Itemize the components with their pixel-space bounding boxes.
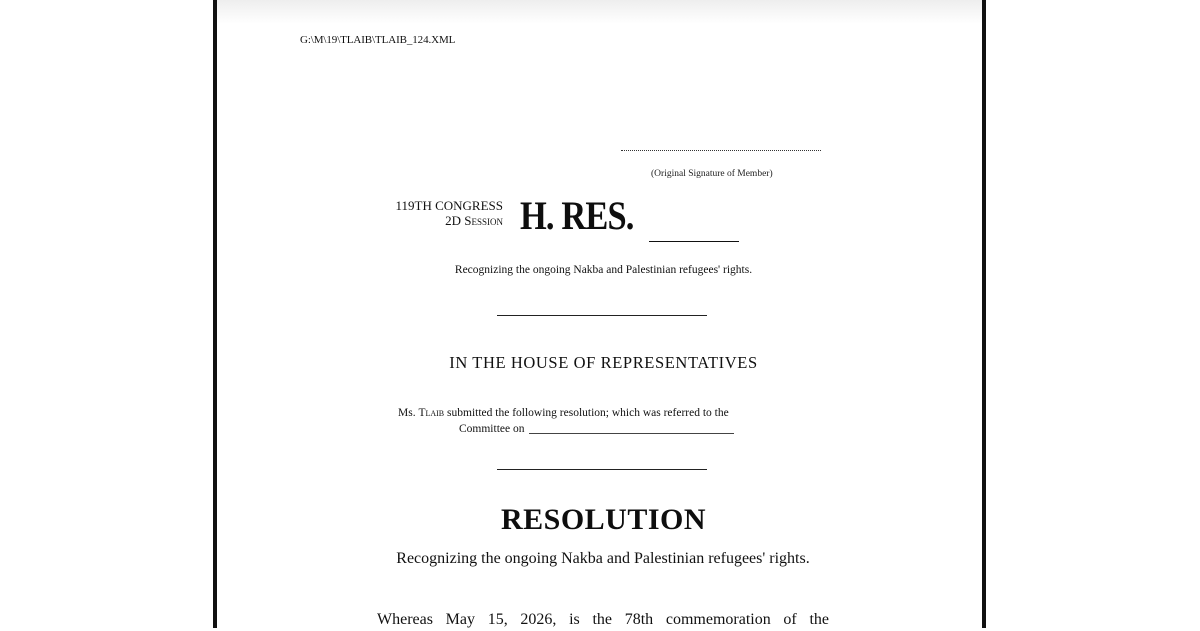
session-number: 2D Session [445, 213, 503, 228]
sponsor-name: Tlaib [418, 407, 445, 419]
bill-number-blank [649, 241, 739, 242]
document-page [213, 0, 986, 628]
signature-label: (Original Signature of Member) [651, 169, 773, 179]
resolution-heading: RESOLUTION [500, 503, 707, 536]
resolution-subtitle: Recognizing the ongoing Nakba and Palestinian refugees' rights. [396, 550, 810, 567]
committee-label: Committee on [459, 423, 525, 435]
introduction-line [398, 405, 808, 421]
short-title: Recognizing the ongoing Nakba and Palestinian refugees' rights. [454, 264, 753, 276]
congress-session-block [335, 198, 503, 228]
divider-rule [497, 315, 707, 316]
action-text: submitted the following resolution; which was referred to the [447, 407, 729, 419]
bill-number: H. RES. [520, 193, 634, 238]
signature-dotted-line [621, 150, 821, 151]
committee-blank [529, 433, 734, 434]
chamber-heading: IN THE HOUSE OF REPRESENTATIVES [449, 353, 758, 372]
whereas-clause: Whereas May 15, 2026, is the 78th commemoration of the [377, 611, 829, 628]
congress-number: 119TH CONGRESS [395, 198, 503, 213]
sponsor-prefix: Ms. [398, 407, 416, 419]
file-path-header: G:\M\19\TLAIB\TLAIB_124.XML [300, 34, 456, 46]
committee-line [459, 421, 734, 437]
divider-rule [497, 469, 707, 470]
